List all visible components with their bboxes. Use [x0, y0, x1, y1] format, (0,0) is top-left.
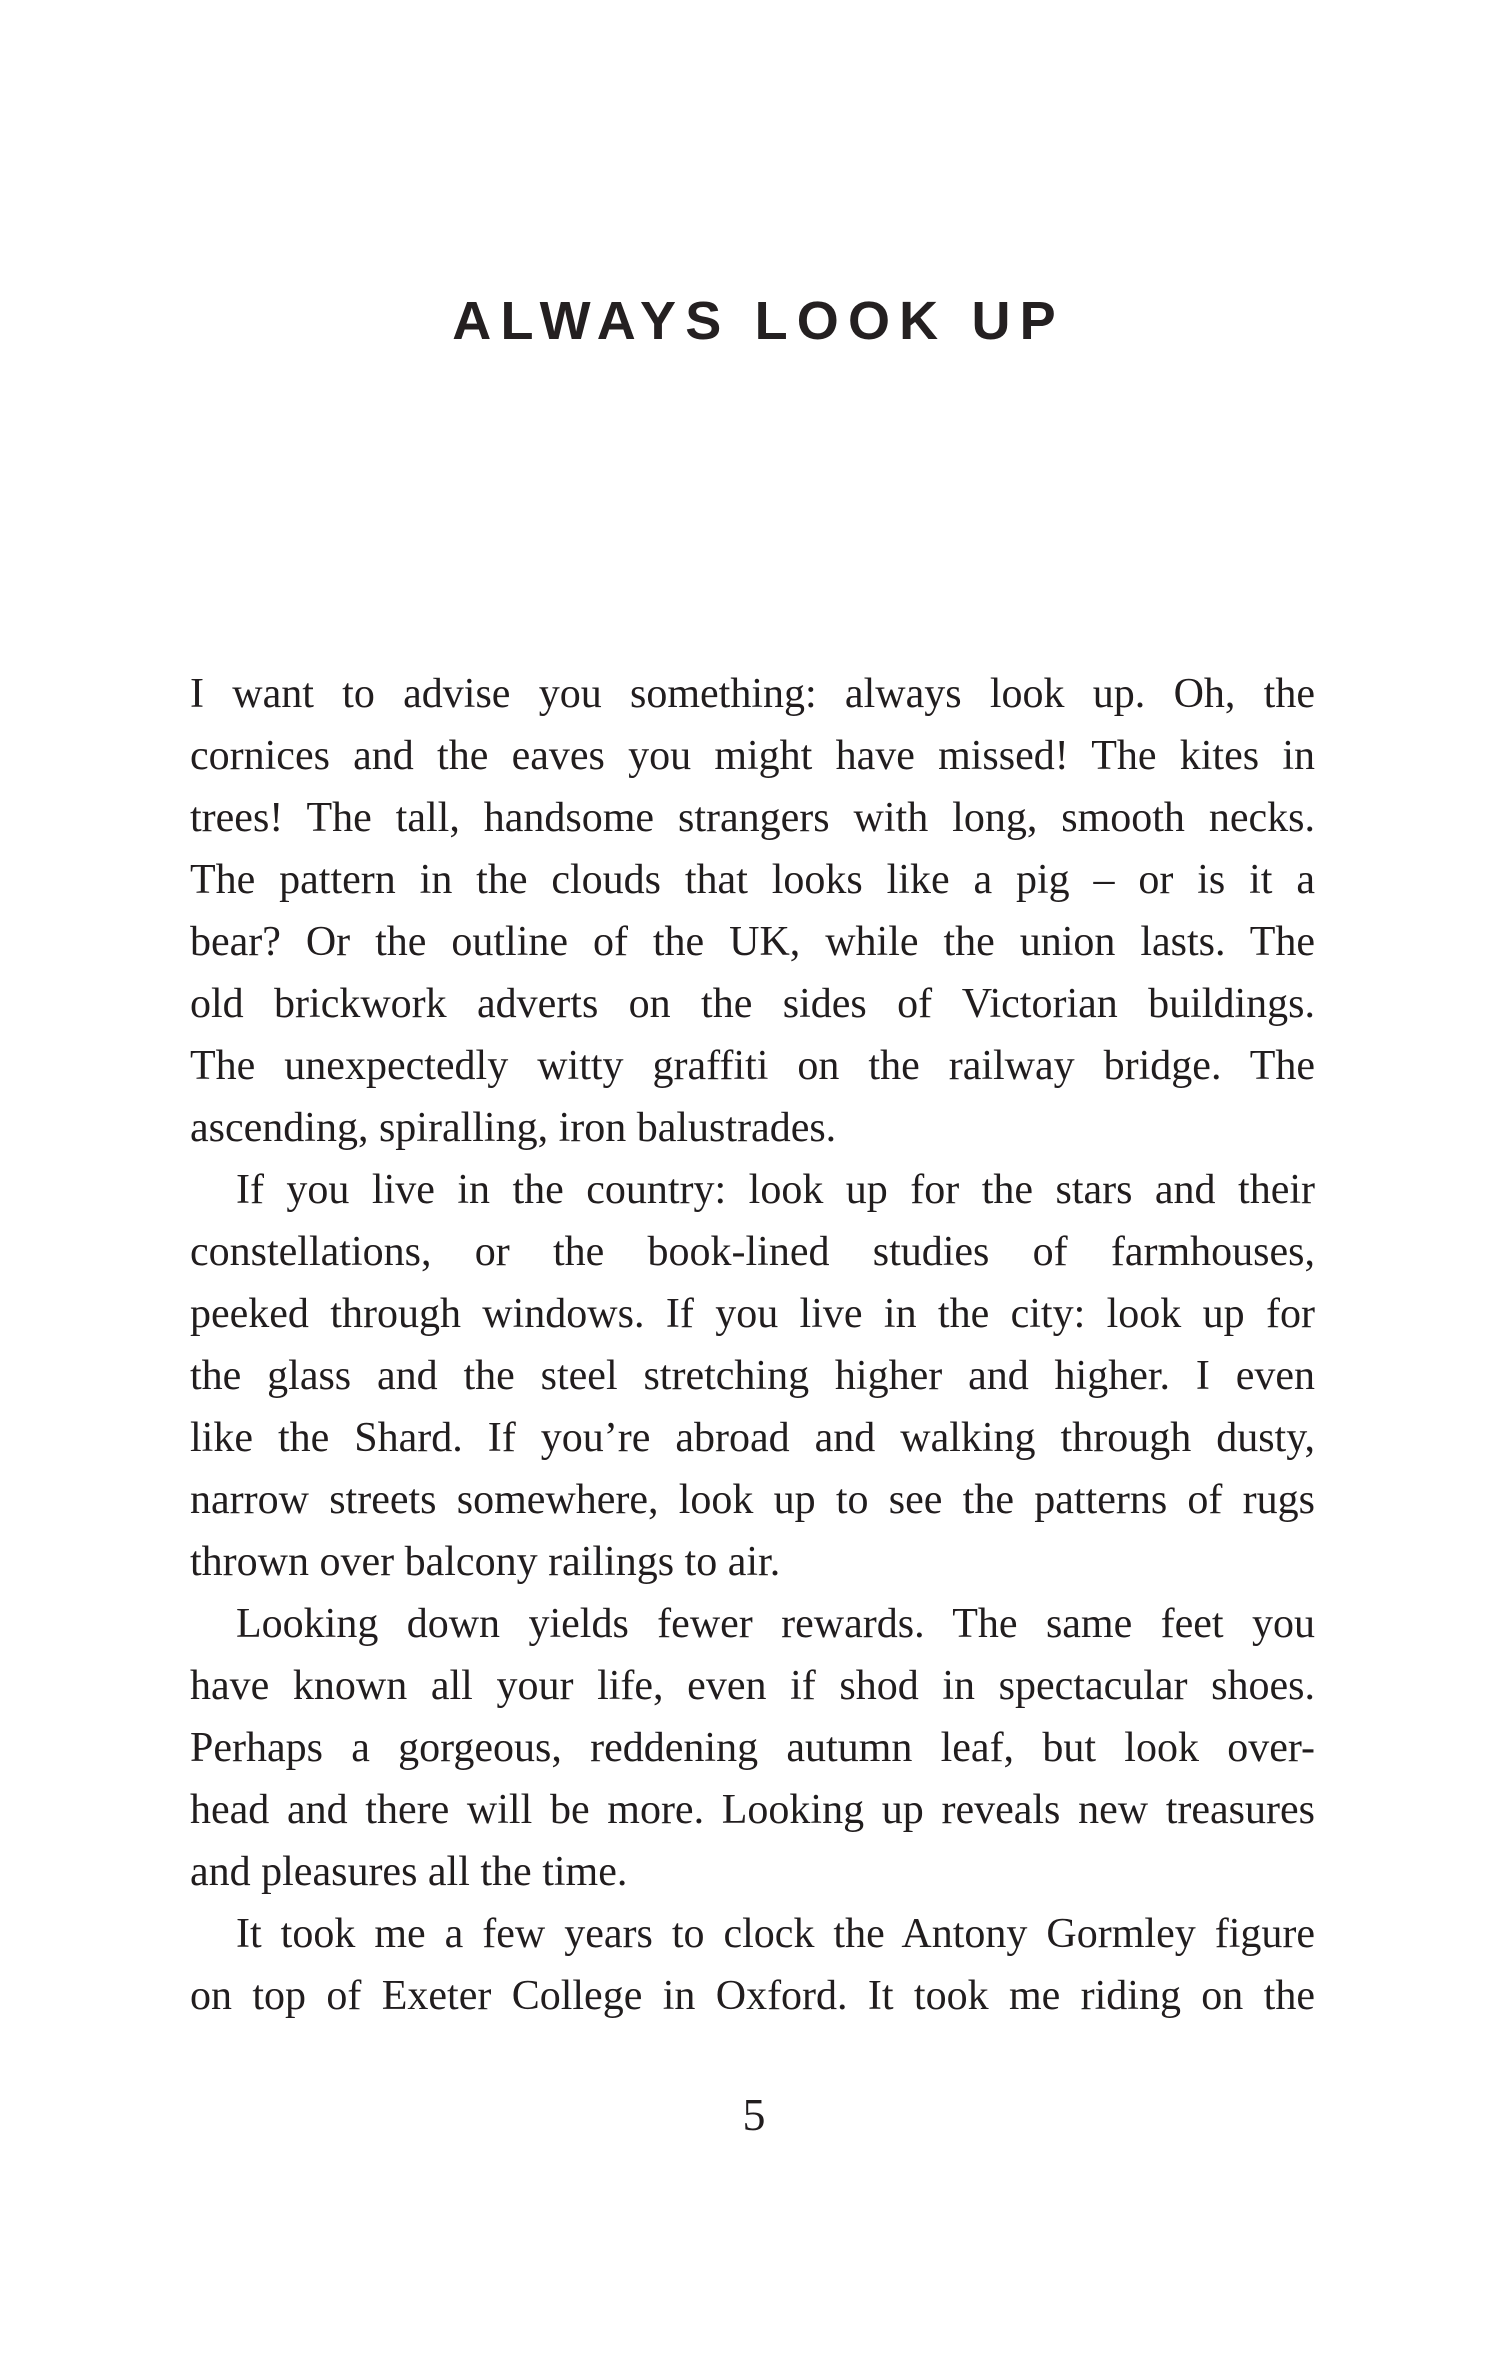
body-line: Perhaps a gorgeous, reddening autumn leaf, but look over-: [190, 1725, 1315, 1771]
body-line: like the Shard. If you’re abroad and walking through dusty,: [190, 1415, 1315, 1461]
body-text: [190, 663, 1315, 2027]
body-line: I want to advise you something: always look up. Oh, the: [190, 671, 1315, 717]
body-line: narrow streets somewhere, look up to see the patterns of rugs: [190, 1477, 1315, 1523]
body-line: constellations, or the book-lined studies of farmhouses,: [190, 1229, 1315, 1275]
body-line: old brickwork adverts on the sides of Victorian buildings.: [190, 981, 1315, 1027]
body-line: thrown over balcony railings to air.: [190, 1539, 781, 1585]
body-line: bear? Or the outline of the UK, while the union lasts. The: [190, 919, 1315, 965]
paragraph: [190, 1903, 1315, 2027]
paragraph: [190, 1593, 1315, 1903]
body-line: It took me a few years to clock the Antony Gormley figure: [236, 1911, 1315, 1957]
paragraph: [190, 1159, 1315, 1593]
body-line: The unexpectedly witty graffiti on the railway bridge. The: [190, 1043, 1315, 1089]
body-line: and pleasures all the time.: [190, 1849, 628, 1895]
body-line: cornices and the eaves you might have missed! The kites in: [190, 733, 1315, 779]
body-line: Looking down yields fewer rewards. The same feet you: [236, 1601, 1315, 1647]
page-number: 5: [742, 2089, 766, 2140]
paragraph: [190, 663, 1315, 1159]
body-line: the glass and the steel stretching higher and higher. I even: [190, 1353, 1315, 1399]
body-line: trees! The tall, handsome strangers with long, smooth necks.: [190, 795, 1315, 841]
body-line: have known all your life, even if shod in spectacular shoes.: [190, 1663, 1315, 1709]
body-line: If you live in the country: look up for the stars and their: [236, 1167, 1315, 1213]
body-line: head and there will be more. Looking up reveals new treasures: [190, 1787, 1315, 1833]
body-line: peeked through windows. If you live in the city: look up for: [190, 1291, 1315, 1337]
body-line: ascending, spiralling, iron balustrades.: [190, 1105, 837, 1151]
body-line: The pattern in the clouds that looks like a pig – or is it a: [190, 857, 1315, 903]
chapter-title: ALWAYS LOOK UP: [452, 291, 1065, 351]
body-line: on top of Exeter College in Oxford. It took me riding on the: [190, 1973, 1315, 2019]
